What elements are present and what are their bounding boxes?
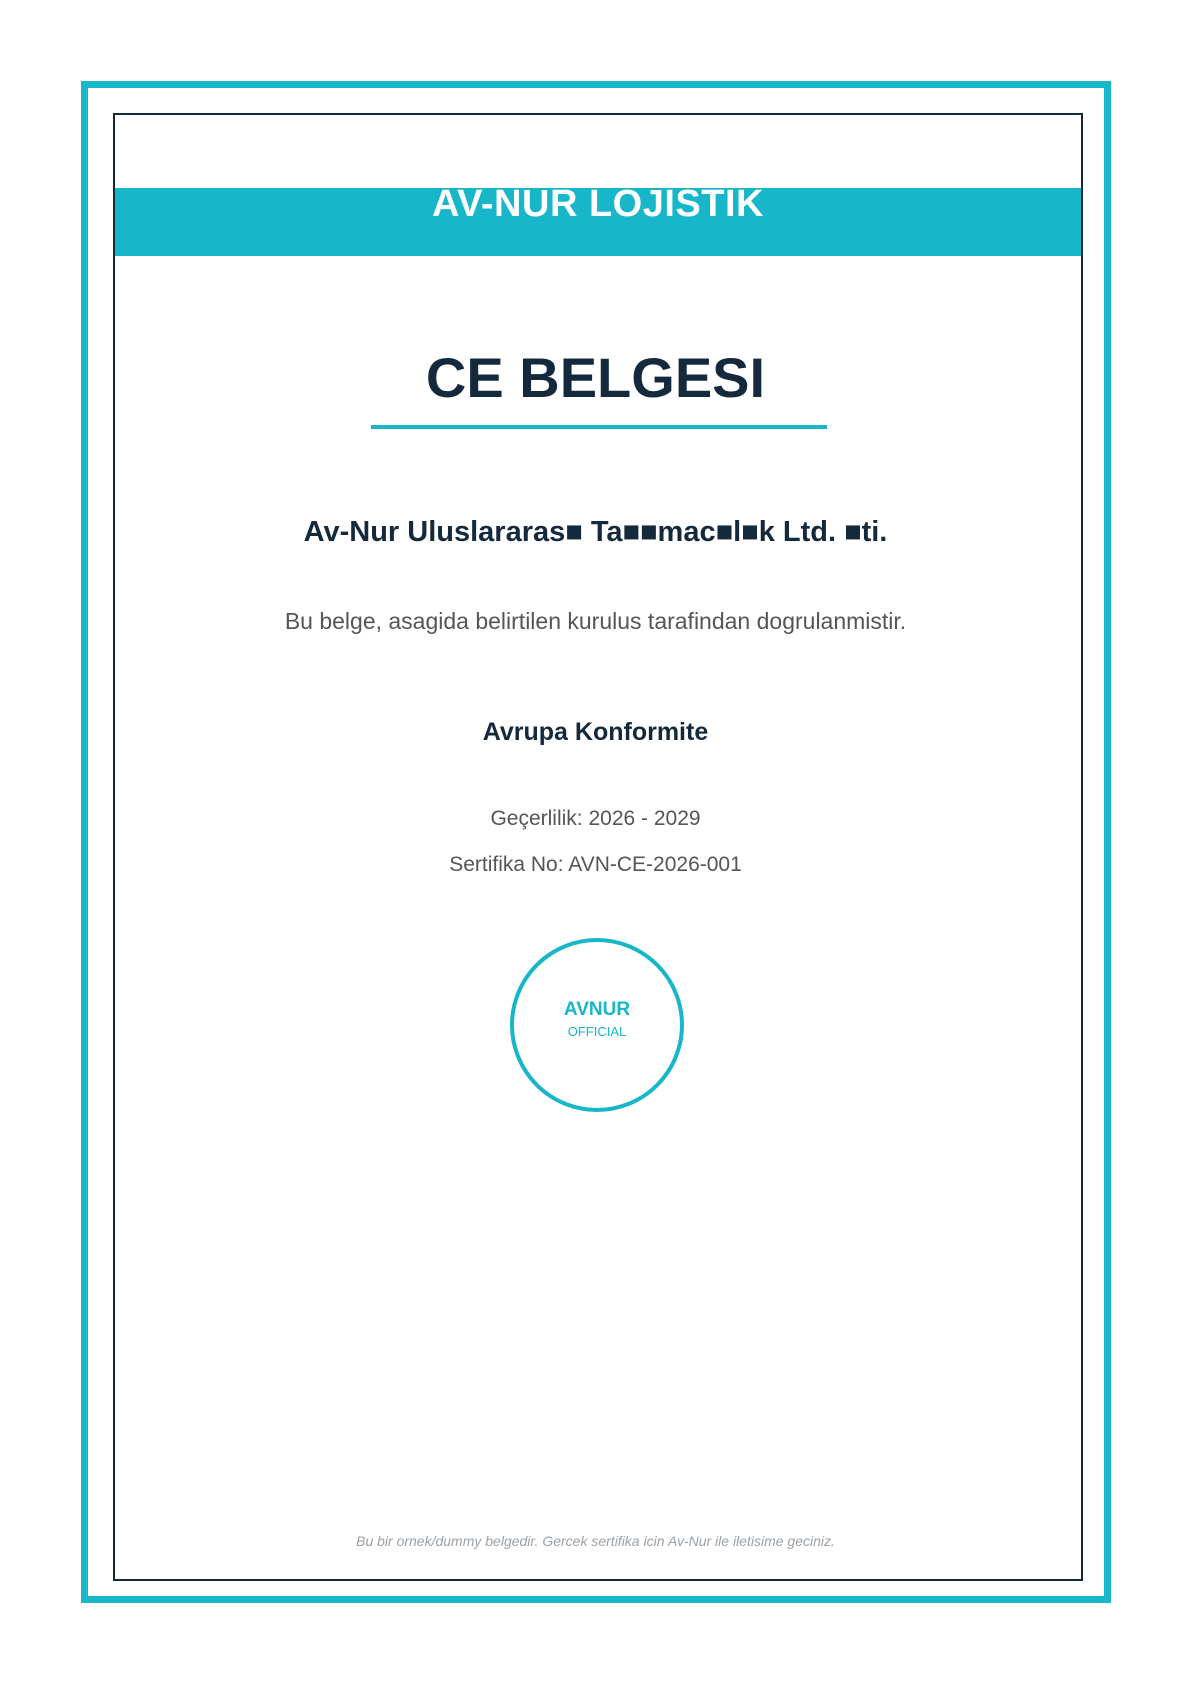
- footer-disclaimer: Bu bir ornek/dummy belgedir. Gercek sertifika icin Av-Nur ile iletisime geciniz.: [356, 1533, 835, 1549]
- brand-title: AV-NUR LOJISTIK: [432, 188, 764, 225]
- certificate-title: CE BELGESI: [425, 346, 766, 409]
- official-seal: [510, 938, 684, 1112]
- inner-border-frame: [113, 113, 1083, 1581]
- header-banner: [115, 188, 1081, 256]
- seal-sub-text: OFFICIAL: [567, 1024, 627, 1039]
- seal-main-text: AVNUR: [563, 999, 631, 1020]
- company-name: Av-Nur Uluslararas■ Ta■■mac■l■k Ltd. ■ti.: [303, 516, 888, 548]
- certificate-number: Sertifika No: AVN-CE-2026-001: [449, 853, 742, 876]
- certificate-type: Avrupa Konformite: [482, 718, 709, 746]
- validity-period: Geçerlilik: 2026 - 2029: [490, 807, 701, 830]
- title-underline: [371, 425, 827, 429]
- verification-statement: Bu belge, asagida belirtilen kurulus tarafindan dogrulanmistir.: [284, 608, 907, 634]
